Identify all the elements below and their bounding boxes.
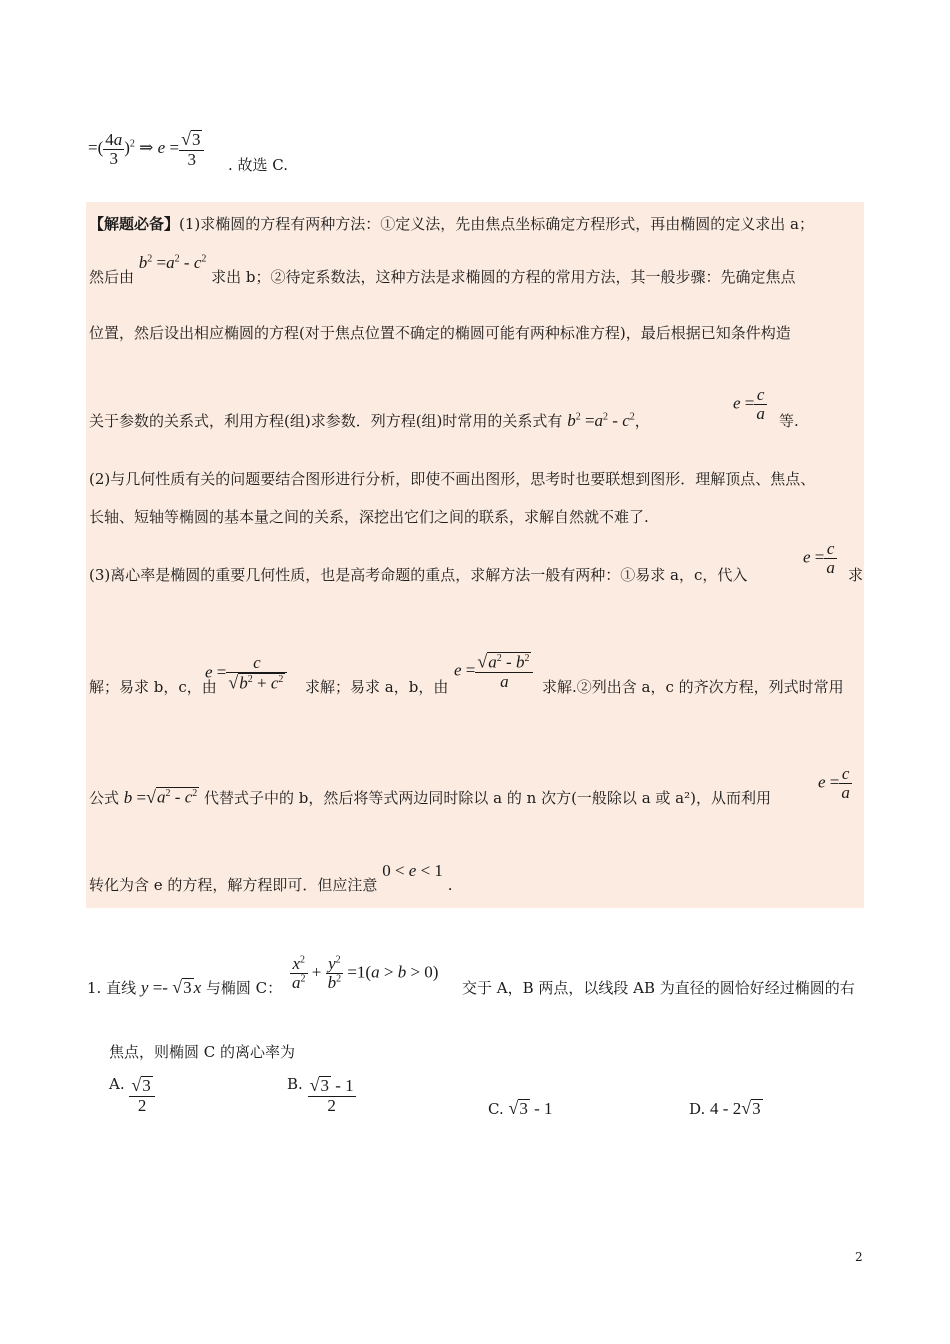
solution-line-10: 转化为含 e 的方程，解方程即可．但应注意 0 < e < 1 .: [89, 861, 453, 894]
formula-line: y =- √3 x: [140, 977, 202, 997]
solution-line-6: 长轴、短轴等椭圆的基本量之间的关系，深挖出它们之间的联系，求解自然就不难了.: [89, 508, 649, 526]
solution-line-4-end: 等.: [779, 412, 799, 430]
option-a-value: $\frac{√3}{2}$: [129, 1076, 154, 1115]
solution-line-3: 位置，然后设出相应椭圆的方程(对于焦点位置不确定的椭圆可能有两种标准方程)，最后根据已知条件构造: [89, 324, 791, 342]
solution-line-8-a: 解；易求 b，c，由: [89, 678, 217, 696]
answer-tail: . 故选 C.: [228, 156, 289, 174]
solution-line-7-end: 求: [848, 566, 864, 584]
formula-ellipse: $\frac{x^2}{a^2}$ + $\frac{y^2}{b^2}$ =1(a > b > 0): [292, 954, 439, 992]
option-b-value: $\frac{√3 - 1}{2}$: [309, 1075, 354, 1115]
solution-line-2: 然后由 $b^2 =a^2 - c^2$ 求出 b；②待定系数法，这种方法是求椭圆的方程的常用方法，其一般步骤：先确定焦点: [89, 253, 796, 286]
answer-formula: =( $\frac{4a}{3}$ )$^2$ ⇒ e = $\frac{√3}{3}$: [88, 130, 204, 169]
question-line-1-end: 交于 A，B 两点，以线段 AB 为直径的圆恰好经过椭圆的右: [462, 979, 855, 997]
formula-e-ca-2: e = $\frac{c}{a}$: [803, 539, 835, 577]
question-line-2: 焦点，则椭圆 C 的离心率为: [109, 1043, 296, 1061]
solution-line-8-b: 求解；易求 a，b，由: [305, 678, 449, 696]
page-number: 2: [855, 1250, 863, 1264]
option-c-value: √3 - 1: [508, 1098, 553, 1118]
formula-b-sqrt: $b =√a^2 - c^2$: [123, 787, 198, 807]
solution-line-9: 公式 $b =√a^2 - c^2$ 代替式子中的 b，然后将等式两边同时除以 a 的 n 次方(一般除以 a 或 a²)，从而利用: [89, 787, 771, 807]
option-d[interactable]: D. 4 - 2√3: [689, 1098, 761, 1118]
solution-line-7: (3)离心率是椭圆的重要几何性质，也是高考命题的重点，求解方法一般有两种：①易求 a，c，代入: [89, 566, 748, 584]
formula-b2: $b^2 =a^2 - c^2$: [138, 253, 207, 272]
solution-line-5: (2)与几何性质有关的问题要结合图形进行分析，即使不画出图形，思考时也要联想到图形．理解顶点、焦点、: [89, 470, 816, 488]
solution-line-1: 【解题必备】(1)求椭圆的方程有两种方法：①定义法，先由焦点坐标确定方程形式，再由椭圆的定义求出 a；: [89, 215, 814, 233]
formula-e-ab: e = $\frac{√a^2 - b^2}{a}$: [454, 652, 533, 691]
option-a[interactable]: A. $\frac{√3}{2}$: [109, 1076, 155, 1115]
option-c[interactable]: C. √3 - 1: [488, 1098, 553, 1118]
solution-line-4: 关于参数的关系式，利用方程(组)求参数．列方程(组)时常用的关系式有 $b^2 =a^2 - c^2$，: [89, 411, 650, 430]
formula-e-ca-1: e = $\frac{c}{a}$: [733, 385, 765, 423]
solution-heading: 【解题必备】: [89, 215, 180, 233]
formula-e-ca-3: e = $\frac{c}{a}$: [818, 764, 850, 802]
question-number: 1.: [87, 979, 102, 997]
formula-relation: $b^2 =a^2 - c^2$: [567, 411, 635, 430]
option-b[interactable]: B. $\frac{√3 - 1}{2}$: [287, 1075, 354, 1115]
option-d-value: 4 - 2√3: [710, 1098, 761, 1118]
question-line-1: 1. 直线 y =- √3 x 与椭圆 C：: [87, 977, 283, 997]
formula-e-bc: e = $\frac{c}{√b^2 + c^2}$: [205, 654, 287, 693]
formula-e-range: 0 < e < 1: [382, 861, 443, 880]
solution-line-8-c: 求解.②列出含 a，c 的齐次方程，列式时常用: [542, 678, 844, 696]
